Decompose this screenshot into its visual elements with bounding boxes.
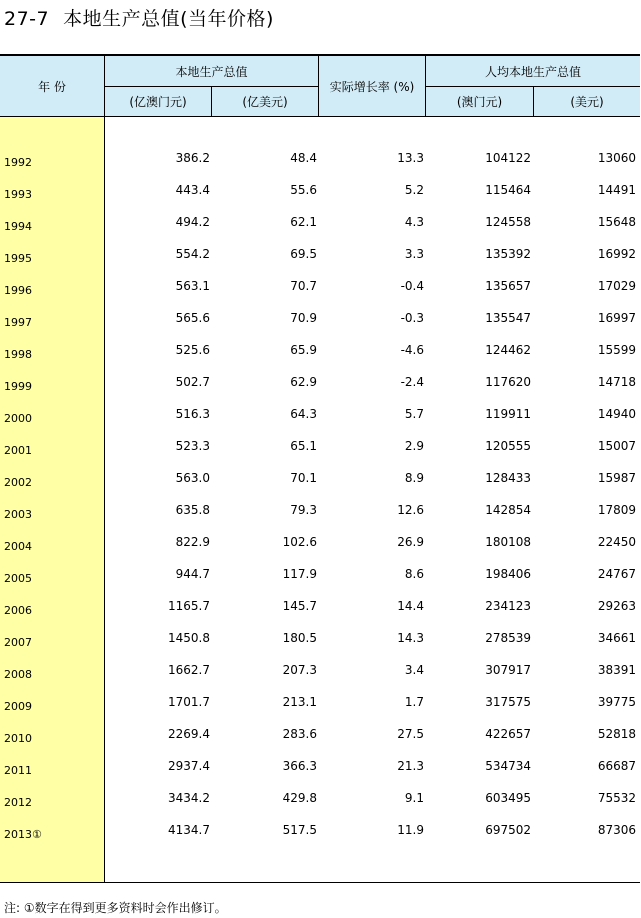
cell-growth: 1.7 — [404, 695, 424, 709]
cell-pc-usd: 52818 — [597, 727, 636, 741]
table-row — [0, 215, 640, 247]
cell-pc-mop: 135547 — [485, 311, 531, 325]
cell-year: 1998 — [4, 348, 32, 361]
cell-growth: 4.3 — [404, 215, 424, 229]
cell-gdp-mop: 4134.7 — [168, 823, 210, 837]
cell-pc-mop: 307917 — [485, 663, 531, 677]
cell-pc-usd: 13060 — [597, 151, 636, 165]
cell-growth: 27.5 — [397, 727, 424, 741]
table-top-rule — [0, 54, 640, 56]
table-row — [0, 599, 640, 631]
cell-gdp-mop: 523.3 — [175, 439, 210, 453]
cell-pc-mop: 128433 — [485, 471, 531, 485]
header-pc-mop: (澳门元) — [456, 94, 503, 109]
header-growth: 实际增长率 (%) — [329, 79, 415, 94]
cell-gdp-mop: 516.3 — [175, 407, 210, 421]
cell-gdp-usd: 517.5 — [282, 823, 317, 837]
cell-gdp-usd: 48.4 — [290, 151, 317, 165]
cell-pc-mop: 317575 — [485, 695, 531, 709]
cell-gdp-usd: 213.1 — [282, 695, 317, 709]
cell-year: 2010 — [4, 732, 32, 745]
cell-pc-usd: 15648 — [597, 215, 636, 229]
cell-pc-usd: 24767 — [597, 567, 636, 581]
cell-gdp-mop: 563.1 — [175, 279, 210, 293]
cell-gdp-mop: 1450.8 — [168, 631, 210, 645]
cell-year: 1999 — [4, 380, 32, 393]
cell-growth: 14.4 — [397, 599, 424, 613]
cell-gdp-usd: 70.9 — [290, 311, 317, 325]
cell-year: 1994 — [4, 220, 32, 233]
cell-growth: -0.4 — [400, 279, 424, 293]
cell-year: 2004 — [4, 540, 32, 553]
cell-pc-usd: 75532 — [597, 791, 636, 805]
cell-pc-usd: 66687 — [597, 759, 636, 773]
cell-gdp-usd: 65.1 — [290, 439, 317, 453]
table-row — [0, 311, 640, 343]
header-bottom-rule — [0, 116, 640, 117]
cell-growth: 12.6 — [397, 503, 424, 517]
cell-pc-mop: 180108 — [485, 535, 531, 549]
header-pc-usd: (美元) — [570, 94, 604, 109]
cell-pc-usd: 39775 — [597, 695, 636, 709]
cell-gdp-usd: 283.6 — [282, 727, 317, 741]
table-row — [0, 695, 640, 727]
cell-gdp-mop: 822.9 — [175, 535, 210, 549]
cell-year: 1997 — [4, 316, 32, 329]
table-row — [0, 247, 640, 279]
column-divider — [425, 56, 426, 116]
cell-year: 2000 — [4, 412, 32, 425]
table-row — [0, 663, 640, 695]
table-row — [0, 503, 640, 535]
cell-gdp-mop: 1165.7 — [168, 599, 210, 613]
data-table — [0, 54, 640, 883]
cell-pc-mop: 120555 — [485, 439, 531, 453]
cell-gdp-usd: 180.5 — [282, 631, 317, 645]
cell-pc-mop: 697502 — [485, 823, 531, 837]
table-row — [0, 279, 640, 311]
cell-gdp-usd: 102.6 — [282, 535, 317, 549]
cell-pc-mop: 198406 — [485, 567, 531, 581]
cell-gdp-mop: 554.2 — [175, 247, 210, 261]
table-row — [0, 183, 640, 215]
cell-gdp-mop: 1662.7 — [168, 663, 210, 677]
cell-gdp-mop: 502.7 — [175, 375, 210, 389]
cell-year: 2003 — [4, 508, 32, 521]
cell-gdp-usd: 70.1 — [290, 471, 317, 485]
cell-gdp-mop: 443.4 — [175, 183, 210, 197]
cell-pc-usd: 87306 — [597, 823, 636, 837]
cell-gdp-usd: 69.5 — [290, 247, 317, 261]
column-divider — [533, 86, 534, 116]
table-row — [0, 759, 640, 791]
cell-pc-usd: 17029 — [597, 279, 636, 293]
cell-growth: 21.3 — [397, 759, 424, 773]
cell-pc-usd: 16992 — [597, 247, 636, 261]
cell-growth: 9.1 — [404, 791, 424, 805]
table-row — [0, 631, 640, 663]
cell-gdp-mop: 563.0 — [175, 471, 210, 485]
cell-growth: 3.3 — [404, 247, 424, 261]
cell-pc-mop: 278539 — [485, 631, 531, 645]
cell-gdp-mop: 386.2 — [175, 151, 210, 165]
table-number: 27-7 — [4, 8, 50, 30]
cell-pc-mop: 422657 — [485, 727, 531, 741]
cell-gdp-usd: 55.6 — [290, 183, 317, 197]
table-title — [4, 4, 274, 31]
cell-gdp-mop: 635.8 — [175, 503, 210, 517]
cell-gdp-mop: 2269.4 — [168, 727, 210, 741]
header-gdp-mop: (亿澳门元) — [129, 94, 187, 109]
cell-pc-usd: 14718 — [597, 375, 636, 389]
cell-growth: 8.9 — [404, 471, 424, 485]
cell-gdp-mop: 3434.2 — [168, 791, 210, 805]
cell-growth: 8.6 — [404, 567, 424, 581]
cell-year: 2013① — [4, 828, 42, 841]
cell-year: 2008 — [4, 668, 32, 681]
cell-pc-mop: 115464 — [485, 183, 531, 197]
cell-year: 2012 — [4, 796, 32, 809]
cell-growth: 3.4 — [404, 663, 424, 677]
cell-gdp-mop: 494.2 — [175, 215, 210, 229]
table-row — [0, 439, 640, 471]
table-row — [0, 375, 640, 407]
cell-gdp-usd: 429.8 — [282, 791, 317, 805]
cell-pc-mop: 135392 — [485, 247, 531, 261]
cell-year: 2005 — [4, 572, 32, 585]
cell-year: 1996 — [4, 284, 32, 297]
cell-gdp-usd: 145.7 — [282, 599, 317, 613]
cell-pc-usd: 34661 — [597, 631, 636, 645]
cell-gdp-usd: 62.9 — [290, 375, 317, 389]
cell-gdp-usd: 70.7 — [290, 279, 317, 293]
table-bottom-rule — [0, 882, 640, 883]
cell-pc-usd: 38391 — [597, 663, 636, 677]
cell-year: 1995 — [4, 252, 32, 265]
cell-pc-mop: 234123 — [485, 599, 531, 613]
cell-pc-mop: 124462 — [485, 343, 531, 357]
cell-pc-mop: 124558 — [485, 215, 531, 229]
table-row — [0, 151, 640, 183]
cell-pc-mop: 142854 — [485, 503, 531, 517]
cell-year: 2007 — [4, 636, 32, 649]
cell-growth: 2.9 — [404, 439, 424, 453]
cell-gdp-mop: 1701.7 — [168, 695, 210, 709]
cell-growth: -2.4 — [400, 375, 424, 389]
cell-pc-usd: 16997 — [597, 311, 636, 325]
cell-growth: -4.6 — [400, 343, 424, 357]
cell-pc-mop: 534734 — [485, 759, 531, 773]
cell-pc-usd: 14940 — [597, 407, 636, 421]
column-divider — [318, 56, 319, 116]
column-divider — [211, 86, 212, 116]
cell-year: 2006 — [4, 604, 32, 617]
table-title-text: 本地生产总值(当年价格) — [63, 8, 274, 30]
cell-growth: 11.9 — [397, 823, 424, 837]
cell-pc-mop: 119911 — [485, 407, 531, 421]
cell-pc-usd: 15987 — [597, 471, 636, 485]
table-row — [0, 567, 640, 599]
cell-year: 2002 — [4, 476, 32, 489]
cell-pc-mop: 135657 — [485, 279, 531, 293]
table-row — [0, 791, 640, 823]
table-row — [0, 343, 640, 375]
table-row — [0, 407, 640, 439]
header-year: 年 份 — [38, 79, 66, 94]
cell-gdp-usd: 64.3 — [290, 407, 317, 421]
cell-growth: 5.2 — [404, 183, 424, 197]
cell-pc-usd: 15007 — [597, 439, 636, 453]
cell-year: 2009 — [4, 700, 32, 713]
cell-growth: 14.3 — [397, 631, 424, 645]
cell-growth: 5.7 — [404, 407, 424, 421]
footnote: 注: ①数字在得到更多资料时会作出修订。 — [4, 901, 227, 915]
cell-pc-usd: 15599 — [597, 343, 636, 357]
table-row — [0, 471, 640, 503]
cell-year: 2011 — [4, 764, 32, 777]
cell-pc-usd: 29263 — [597, 599, 636, 613]
table-row — [0, 535, 640, 567]
cell-growth: -0.3 — [400, 311, 424, 325]
cell-gdp-usd: 366.3 — [282, 759, 317, 773]
cell-gdp-usd: 207.3 — [282, 663, 317, 677]
cell-gdp-mop: 2937.4 — [168, 759, 210, 773]
cell-gdp-usd: 79.3 — [290, 503, 317, 517]
cell-pc-usd: 17809 — [597, 503, 636, 517]
cell-pc-mop: 603495 — [485, 791, 531, 805]
cell-growth: 26.9 — [397, 535, 424, 549]
header-gdp-usd: (亿美元) — [242, 94, 288, 109]
cell-gdp-usd: 62.1 — [290, 215, 317, 229]
cell-gdp-mop: 565.6 — [175, 311, 210, 325]
cell-pc-usd: 14491 — [597, 183, 636, 197]
cell-pc-mop: 117620 — [485, 375, 531, 389]
cell-year: 1992 — [4, 156, 32, 169]
cell-gdp-usd: 117.9 — [282, 567, 317, 581]
cell-pc-mop: 104122 — [485, 151, 531, 165]
cell-gdp-mop: 525.6 — [175, 343, 210, 357]
cell-growth: 13.3 — [397, 151, 424, 165]
cell-gdp-usd: 65.9 — [290, 343, 317, 357]
header-gdp-group: 本地生产总值 — [175, 64, 248, 79]
table-row — [0, 727, 640, 759]
table-row — [0, 823, 640, 855]
header-per-capita-group: 人均本地生产总值 — [484, 64, 581, 79]
cell-pc-usd: 22450 — [597, 535, 636, 549]
cell-year: 1993 — [4, 188, 32, 201]
cell-gdp-mop: 944.7 — [175, 567, 210, 581]
cell-year: 2001 — [4, 444, 32, 457]
